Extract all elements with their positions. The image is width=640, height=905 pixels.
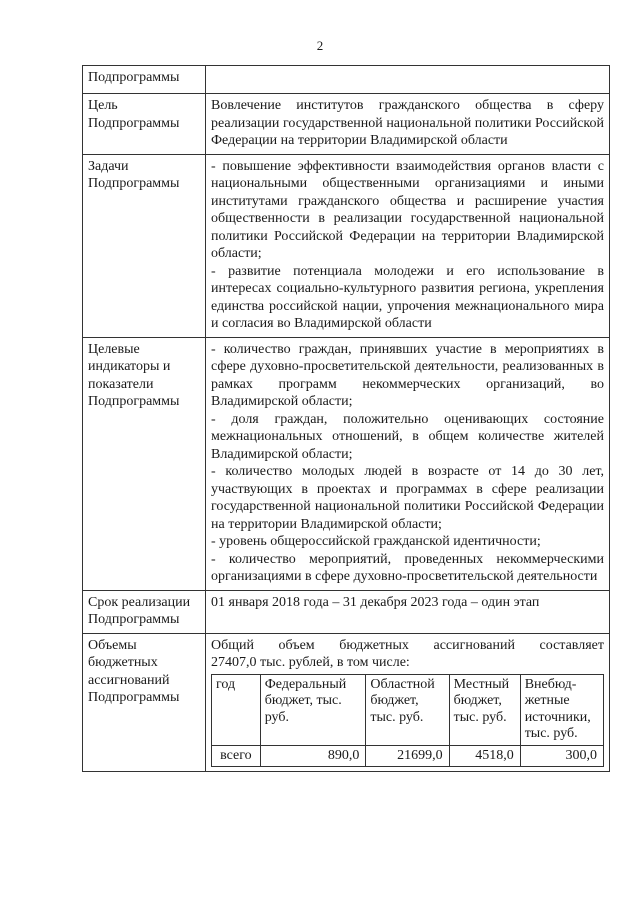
budget-header: Местный бюджет, тыс. руб. xyxy=(449,674,520,745)
budget-cell: всего xyxy=(212,745,261,767)
budget-header: Областной бюджет, тыс. руб. xyxy=(366,674,449,745)
row-content xyxy=(206,633,610,772)
budget-intro: Общий объем бюджетных ассигнований составляет xyxy=(211,637,604,653)
row-content xyxy=(206,94,610,155)
table-row xyxy=(83,94,610,155)
row-label: Подпрограммы xyxy=(83,66,206,94)
task-item: - повышение эффективности взаимодействия органов власти с национальными общественными организациями и иными институтами гражданского общества и расширение участия общественности в реализации государственной национальной политики Российской Федерации на территории Владимирской области; xyxy=(211,158,604,261)
indicator-item: - количество мероприятий, проведенных некоммерческими организациями в сфере духовно-просветительской деятельности xyxy=(211,551,604,584)
budget-header: Федеральный бюджет, тыс. руб. xyxy=(260,674,366,745)
table-row xyxy=(83,337,610,590)
row-label: Объемы бюджетных ассигнований Подпрограммы xyxy=(83,633,206,772)
row-label: Целевые индикаторы и показатели Подпрограммы xyxy=(83,337,206,590)
row-label: Срок реализации Подпрограммы xyxy=(83,590,206,633)
row-content xyxy=(206,154,610,337)
row-label: Задачи Подпрограммы xyxy=(83,154,206,337)
budget-cell: 21699,0 xyxy=(366,745,449,767)
indicator-item: - количество граждан, принявших участие в мероприятиях в сфере духовно-просветительской деятельности, реализованных в рамках программ некоммерческих организаций, во Владимирской области; xyxy=(211,341,604,409)
budget-table xyxy=(211,674,604,768)
budget-cell: 890,0 xyxy=(260,745,366,767)
page-number: 2 xyxy=(316,38,324,53)
indicator-item: - количество молодых людей в возрасте от 14 до 30 лет, участвующих в проектах и программах в сфере реализации государственной национальной политики Российской Федерации на территории Владимирской области; xyxy=(211,464,604,532)
budget-header: год xyxy=(212,674,261,745)
budget-cell: 4518,0 xyxy=(449,745,520,767)
budget-total-row xyxy=(212,745,604,767)
row-content xyxy=(206,66,610,94)
indicator-item: - уровень общероссийской гражданской идентичности; xyxy=(211,534,541,549)
row-label: Цель Подпрограммы xyxy=(83,94,206,155)
budget-intro-total: 27407,0 тыс. рублей, в том числе: xyxy=(211,655,410,670)
table-row xyxy=(83,590,610,633)
table-row xyxy=(83,154,610,337)
budget-header-row xyxy=(212,674,604,745)
indicator-item: - доля граждан, положительно оценивающих состояние межнациональных отношений, в общем количестве жителей Владимирской области; xyxy=(211,411,604,462)
goal-text: Вовлечение институтов гражданского общества в сферу реализации государственной национальной политики Российской Федерации на территории Владимирской области xyxy=(211,98,604,148)
row-content xyxy=(206,590,610,633)
budget-cell: 300,0 xyxy=(520,745,603,767)
term-text: 01 января 2018 года – 31 декабря 2023 года – один этап xyxy=(211,594,540,610)
budget-header: Внебюд-жетные источники, тыс. руб. xyxy=(520,674,603,745)
table-row xyxy=(83,66,610,94)
table-row xyxy=(83,633,610,772)
row-content xyxy=(206,337,610,590)
task-item: - развитие потенциала молодежи и его использование в интересах социально-культурного развития региона, укрепления единства российской нации, упрочения межнационального мира и согласия во Владимирской области xyxy=(211,263,604,331)
passport-table xyxy=(82,65,610,772)
